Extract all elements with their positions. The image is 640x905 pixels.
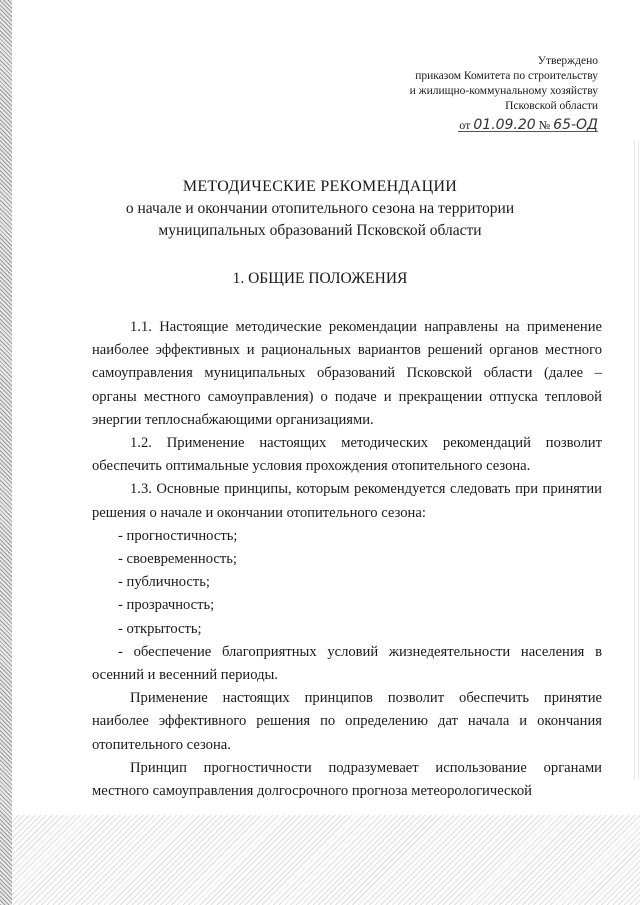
approval-line-4: Псковской области	[505, 100, 598, 112]
order-prefix: от	[459, 118, 471, 132]
list-item: - прозрачность;	[118, 597, 215, 614]
order-date: 01.09.20	[473, 117, 536, 133]
document-body	[92, 316, 602, 803]
title-sub-2: муниципальных образований Псковской области	[158, 222, 482, 239]
paragraph-1-3: 1.3. Основные принципы, которым рекомендуется следовать при принятии решения о начале и окончании отопительного сезона:	[92, 481, 602, 521]
approval-line-3: и жилищно-коммунальному хозяйству	[409, 85, 598, 97]
paragraph-apply: Применение настоящих принципов позволит обеспечить принятие наиболее эффективного решения по определению дат начала и окончания отопительного сезона.	[92, 690, 602, 753]
paragraph-forecast: Принцип прогностичности подразумевает использование органами местного самоуправления долгосрочного прогноза метеорологической	[92, 759, 602, 800]
title-sub-1: о начале и окончании отопительного сезона на территории	[125, 200, 515, 217]
paragraph-1-1: 1.1. Настоящие методические рекомендации направлены на применение наиболее эффективных и рациональных вариантов решений органов местного самоуправления муниципальных образований Псковской области (далее – органы местного самоуправления) о подаче и прекращении отпуска тепловой энергии теплоснабжающими организациями.	[92, 319, 602, 428]
approval-stamp	[410, 54, 598, 132]
scan-bottom-noise	[12, 815, 640, 905]
list-item: - публичность;	[118, 574, 210, 591]
list-item-last: - обеспечение благоприятных условий жизнедеятельности населения в осенний и весенний периоды.	[92, 643, 602, 684]
approval-order	[410, 118, 598, 132]
scan-left-edge	[0, 0, 12, 905]
approval-line-2: приказом Комитета по строительству	[415, 70, 598, 82]
list-item: - своевременность;	[118, 551, 237, 568]
approval-line-1: Утверждено	[537, 55, 598, 67]
title-main: МЕТОДИЧЕСКИЕ РЕКОМЕНДАЦИИ	[182, 178, 458, 195]
list-item: - открытость;	[118, 620, 202, 637]
order-number-label: №	[538, 118, 551, 132]
document-title	[0, 176, 640, 242]
list-item: - прогностичность;	[118, 527, 238, 544]
paragraph-1-2: 1.2. Применение настоящих методических рекомендаций позволит обеспечить оптимальные условия прохождения отопительного сезона.	[92, 435, 602, 475]
section-heading: 1. ОБЩИЕ ПОЛОЖЕНИЯ	[232, 270, 408, 287]
order-number: 65-ОД	[553, 117, 598, 133]
